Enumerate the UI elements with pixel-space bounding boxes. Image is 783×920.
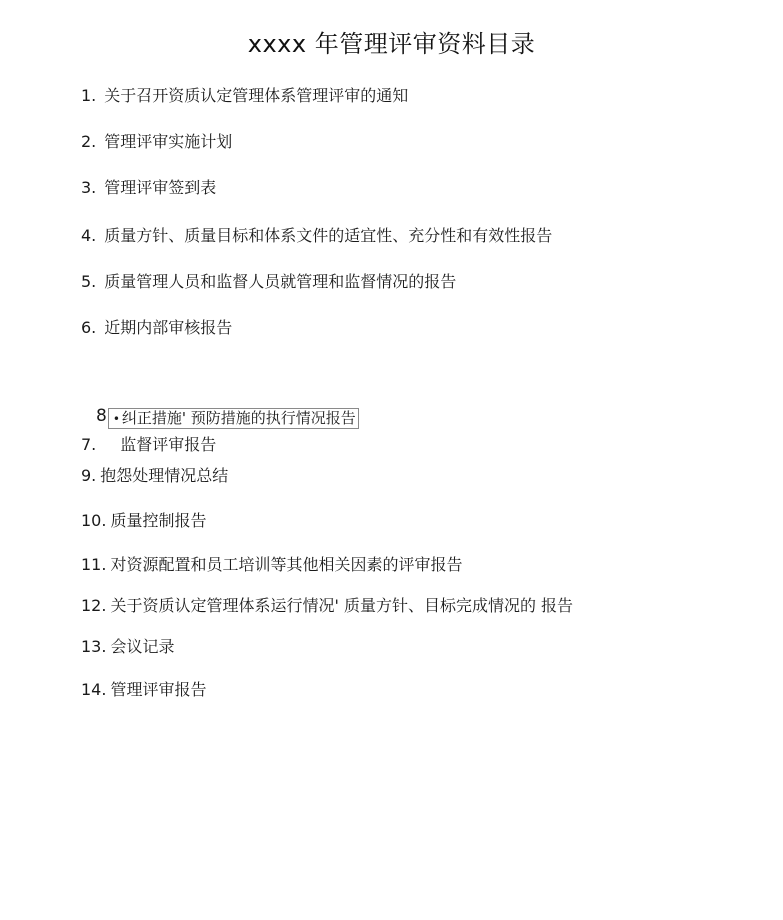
item-number: 1.: [81, 86, 97, 105]
item-number: 8: [96, 406, 107, 426]
item-text: 质量方针、质量目标和体系文件的适宜性、充分性和有效性报告: [104, 226, 553, 245]
list-item-boxed: [96, 406, 359, 429]
list-item: [81, 680, 206, 700]
item-text: 质量管理人员和监督人员就管理和监督情况的报告: [104, 272, 457, 291]
item-text: 近期内部审核报告: [104, 318, 233, 337]
item-number: 6.: [81, 318, 97, 337]
item-number: 3.: [81, 178, 97, 197]
page-title: xxxx 年管理评审资料目录: [247, 30, 536, 58]
list-item: [81, 272, 456, 292]
list-item: [81, 596, 573, 616]
list-item: [81, 435, 216, 455]
item-text: 纠正措施' 预防措施的执行情况报告: [121, 409, 356, 427]
highlight-box: [108, 408, 359, 429]
item-text: 关于召开资质认定管理体系管理评审的通知: [104, 86, 409, 105]
item-text: 对资源配置和员工培训等其他相关因素的评审报告: [110, 555, 463, 574]
list-item: [81, 555, 462, 575]
item-number: 4.: [81, 226, 97, 245]
list-item: [81, 511, 206, 531]
list-item: [81, 178, 216, 198]
list-item: [81, 132, 232, 152]
item-number: 13.: [81, 637, 107, 656]
item-text: 管理评审签到表: [104, 178, 217, 197]
item-number: 9.: [81, 466, 97, 485]
item-text: 质量控制报告: [110, 511, 207, 530]
list-item: [81, 466, 228, 486]
item-text: 监督评审报告: [120, 435, 217, 454]
item-number: 11.: [81, 555, 107, 574]
item-number: 10.: [81, 511, 107, 530]
item-number: 12.: [81, 596, 107, 615]
item-number: 7.: [81, 435, 97, 454]
item-text: 会议记录: [110, 637, 175, 656]
list-item: [81, 86, 408, 106]
list-item: [81, 226, 552, 246]
item-number: 14.: [81, 680, 107, 699]
list-item: [81, 318, 232, 338]
list-item: [81, 637, 174, 657]
item-number: 5.: [81, 272, 97, 291]
item-number: 2.: [81, 132, 97, 151]
item-text: 抱怨处理情况总结: [100, 466, 229, 485]
item-text: 管理评审实施计划: [104, 132, 233, 151]
bullet-icon: •: [112, 411, 120, 426]
item-text: 管理评审报告: [110, 680, 207, 699]
item-text: 关于资质认定管理体系运行情况' 质量方针、目标完成情况的 报告: [110, 596, 574, 615]
